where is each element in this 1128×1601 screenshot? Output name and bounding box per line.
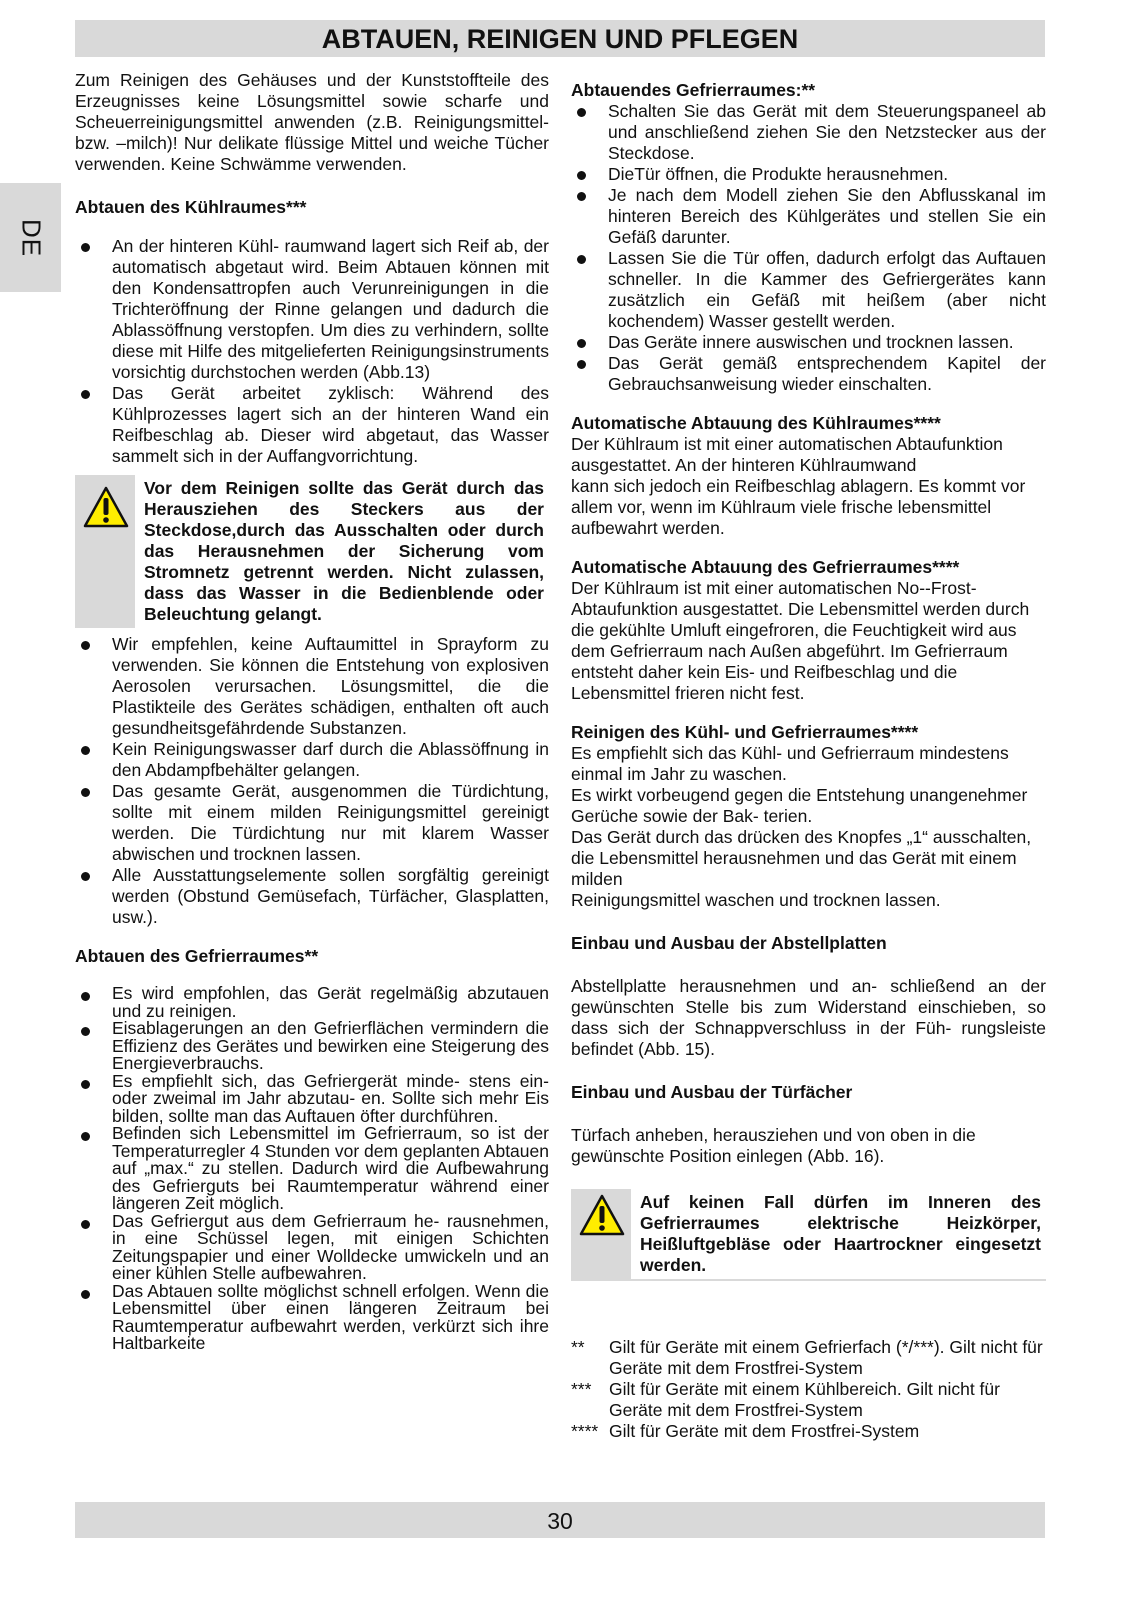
bullet-icon — [81, 746, 90, 755]
bullet-icon — [577, 360, 586, 369]
warning-text: Auf keinen Fall dürfen im Inneren des Gefrierraumes elektrische Heizkörper, Heißluftgebläse oder Haartrockner eingesetzt werden. — [631, 1189, 1046, 1279]
footnote: ** Gilt für Geräte mit einem Gefrierfach (*/***). Gilt nicht für Geräte mit dem Frostfrei-System — [571, 1337, 1043, 1378]
warning-icon — [579, 1193, 625, 1237]
bullet-icon — [81, 1080, 90, 1089]
cleaning-list — [75, 634, 549, 928]
bullet-icon — [81, 992, 90, 1001]
list-item: Lassen Sie die Tür offen, dadurch erfolgt das Auftauen schneller. In die Kammer des Gefriergerätes kann zusätzlich ein Gefäß mit heißem (aber nicht kochendem) Wasser gestellt werden. — [571, 248, 1046, 332]
list-item: Schalten Sie das Gerät mit dem Steuerungspaneel ab und anschließend ziehen Sie den Netzstecker aus der Steckdose. — [571, 101, 1046, 164]
footnote: **** Gilt für Geräte mit dem Frostfrei-System — [571, 1421, 920, 1441]
door-racks-heading: Einbau und Ausbau der Türfächer — [571, 1082, 853, 1102]
list-item: Das Geräte innere auswischen und trocknen lassen. — [571, 332, 1046, 353]
auto-freezer-heading: Automatische Abtauung des Gefrierraumes**** — [571, 557, 960, 577]
auto-freezer-text-1: Der Kühlraum ist mit einer automatischen No--Frost- — [571, 578, 977, 598]
bullet-icon — [81, 872, 90, 881]
page-title: ABTAUEN, REINIGEN UND PFLEGEN — [75, 20, 1045, 57]
auto-freezer-text-2: Abtaufunktion ausgestattet. Die Lebensmittel werden durch die gekühlte Umluft eingefroren, die Feuchtigkeit wird aus dem Gefrierraum nach Außen abgeführt. Im Gefrierraum entsteht daher kein Eis- und Reifbeschlag und die Lebensmittel frieren nicht fest. — [571, 599, 1030, 703]
auto-fridge-text-2: kann sich jedoch ein Reifbeschlag ablagern. Es kommt vor allem vor, wenn im Kühlraum viele frische lebensmittel aufbewahrt werden. — [571, 476, 1026, 538]
list-item: Das Gerät gemäß entsprechendem Kapitel der Gebrauchsanweisung wieder einschalten. — [571, 353, 1046, 395]
bullet-icon — [81, 1132, 90, 1141]
list-item: Wir empfehlen, keine Auftaumittel in Sprayform zu verwenden. Sie können die Entstehung von explosiven Aerosolen verursachen. Lösungsmittel, die die Plastikteile des Gerätes schädigen, enthalten oft auch gesundheitsgefährdende Substanzen. — [75, 634, 549, 739]
list-item: Das Gerät arbeitet zyklisch: Während des Kühlprozesses lagert sich an der hinteren Wand ein Reifbeschlag ab. Dieser wird abgetaut, das Wasser sammelt sich in der Auffangvorrichtung. — [75, 383, 549, 467]
language-tab — [0, 183, 61, 292]
bullet-icon — [81, 1027, 90, 1036]
bullet-icon — [81, 243, 90, 252]
list-item: Je nach dem Modell ziehen Sie den Abflusskanal im hinteren Bereich des Kühlgerätes und stellen Sie ein Gefäß darunter. — [571, 185, 1046, 248]
auto-fridge-heading: Automatische Abtauung des Kühlraumes**** — [571, 413, 941, 433]
bullet-icon — [577, 339, 586, 348]
door-racks-text: Türfach anheben, herausziehen und von oben in die gewünschte Position einlegen (Abb. 16). — [571, 1125, 976, 1166]
list-item: Alle Ausstattungselemente sollen sorgfältig gereinigt werden (Obstund Gemüsefach, Türfächer, Glasplatten, usw.). — [75, 865, 549, 928]
cleaning-text-4: Reinigungsmittel waschen und trocknen lassen. — [571, 890, 941, 910]
left-column — [75, 70, 549, 1353]
list-item: Eisablagerungen an den Gefrierflächen vermindern die Effizienz des Gerätes und bewirken eine Steigerung des Energieverbrauchs. — [75, 1020, 549, 1073]
list-item: Es empfiehlt sich, das Gefriergerät minde- stens ein- oder zweimal im Jahr abzutau- en. Sollte sich mehr Eis bilden, sollte man das Auftauen öfter durchführen. — [75, 1073, 549, 1126]
warning-icon — [83, 485, 129, 529]
auto-fridge-text-1: Der Kühlraum ist mit einer automatischen Abtaufunktion ausgestattet. An der hinteren Kühlraumwand — [571, 434, 1003, 475]
bullet-icon — [577, 108, 586, 117]
cleaning-heading: Reinigen des Kühl- und Gefrierraumes**** — [571, 722, 919, 742]
shelves-text: Abstellplatte herausnehmen und an- schließend an der gewünschten Stelle bis zum Widerstand einschieben, so dass sich der Schnappverschluss in der Füh- rungsleiste befindet (Abb. 15). — [571, 976, 1046, 1059]
warning-text: Vor dem Reinigen sollte das Gerät durch das Herausziehen des Steckers aus der Steckdose,durch das Ausschalten oder durch das Herausnehmen der Sicherung vom Stromnetz getrennt werden. Nicht zulassen, dass das Wasser in die Bedienblende oder Beleuchtung gelangt. — [135, 475, 549, 628]
cleaning-text-1: Es empfiehlt sich das Kühl- und Gefrierraum mindestens einmal im Jahr zu waschen. — [571, 743, 1009, 784]
warning-box — [571, 1189, 1046, 1281]
bullet-icon — [81, 390, 90, 399]
bullet-icon — [81, 641, 90, 650]
list-item: Das Gefriergut aus dem Gefrierraum he- rausnehmen, in eine Schüssel legen, mit einigen Schichten Zeitungspapier und einer Wolldecke umwickeln und an einer kühlen Stelle aufbewahren. — [75, 1213, 549, 1283]
bullet-icon — [81, 1220, 90, 1229]
list-item: Das gesamte Gerät, ausgenommen die Türdichtung, sollte mit einem milden Reinigungsmittel gereinigt werden. Die Türdichtung nur mit klarem Wasser abwischen und trocknen lassen. — [75, 781, 549, 865]
bullet-icon — [81, 1290, 90, 1299]
list-item: Befinden sich Lebensmittel im Gefrierraum, so ist der Temperaturregler 4 Stunden vor dem geplanten Abtauen auf „max.“ zu stellen. Dadurch wird die Aufbewahrung des Gefrierguts bei Raumtemperatur während einer längeren Zeit möglich. — [75, 1125, 549, 1213]
freezer-steps-list — [571, 101, 1046, 395]
cleaning-text-2: Es wirkt vorbeugend gegen die Entstehung unangenehmer Gerüche sowie der Bak- terien. — [571, 785, 1028, 826]
cleaning-text-3: Das Gerät durch das drücken des Knopfes „1“ ausschalten, die Lebensmittel herausnehmen und das Gerät mit einem milden — [571, 827, 1032, 889]
right-column — [571, 80, 1046, 1442]
fridge-defrost-list — [75, 236, 549, 467]
footnote: *** Gilt für Geräte mit einem Kühlbereich. Gilt nicht für Geräte mit dem Frostfrei-System — [571, 1379, 1000, 1420]
page-number: 30 — [75, 1502, 1045, 1538]
list-item: DieTür öffnen, die Produkte herausnehmen. — [571, 164, 1046, 185]
shelves-heading: Einbau und Ausbau der Abstellplatten — [571, 933, 887, 953]
list-item: Es wird empfohlen, das Gerät regelmäßig abzutauen und zu reinigen. — [75, 985, 549, 1020]
list-item: Kein Reinigungswasser darf durch die Ablassöffnung in den Abdampfbehälter gelangen. — [75, 739, 549, 781]
list-item: An der hinteren Kühl- raumwand lagert sich Reif ab, der automatisch abgetaut wird. Beim Abtauen können mit den Kondensattropfen auch Verunreinigungen in die Trichteröffnung der Rinne gelangen und dadurch die Ablassöffnung verstopfen. Um dies zu verhindern, sollte diese mit Hilfe des mitgelieferten Reinigungsinstruments vorsichtig durchstochen werden (Abb.13) — [75, 236, 549, 383]
list-item: Das Abtauen sollte möglichst schnell erfolgen. Wenn die Lebensmittel über einen längeren Zeitraum bei Raumtemperatur aufbewahrt werden, verkürzt sich ihre Haltbarkeite — [75, 1283, 549, 1353]
freezer-defrost-heading: Abtauen des Gefrierraumes** — [75, 946, 319, 966]
freezer-steps-heading: Abtauendes Gefrierraumes:** — [571, 80, 816, 100]
footnotes — [571, 1337, 1046, 1442]
language-label: DE — [16, 218, 46, 257]
fridge-defrost-heading: Abtauen des Kühlraumes*** — [75, 197, 307, 217]
bullet-icon — [577, 192, 586, 201]
freezer-defrost-list — [75, 985, 549, 1353]
bullet-icon — [81, 788, 90, 797]
bullet-icon — [577, 255, 586, 264]
bullet-icon — [577, 171, 586, 180]
intro-text: Zum Reinigen des Gehäuses und der Kunststoffteile des Erzeugnisses keine Lösungsmittel sowie scharfe und Scheuerreinigungsmittel anwenden (z.B. Reinigungsmittel- bzw. –milch)! Nur delikate flüssige Mittel und weiche Tücher verwenden. Keine Schwämme verwenden. — [75, 70, 549, 174]
warning-box — [75, 475, 549, 628]
